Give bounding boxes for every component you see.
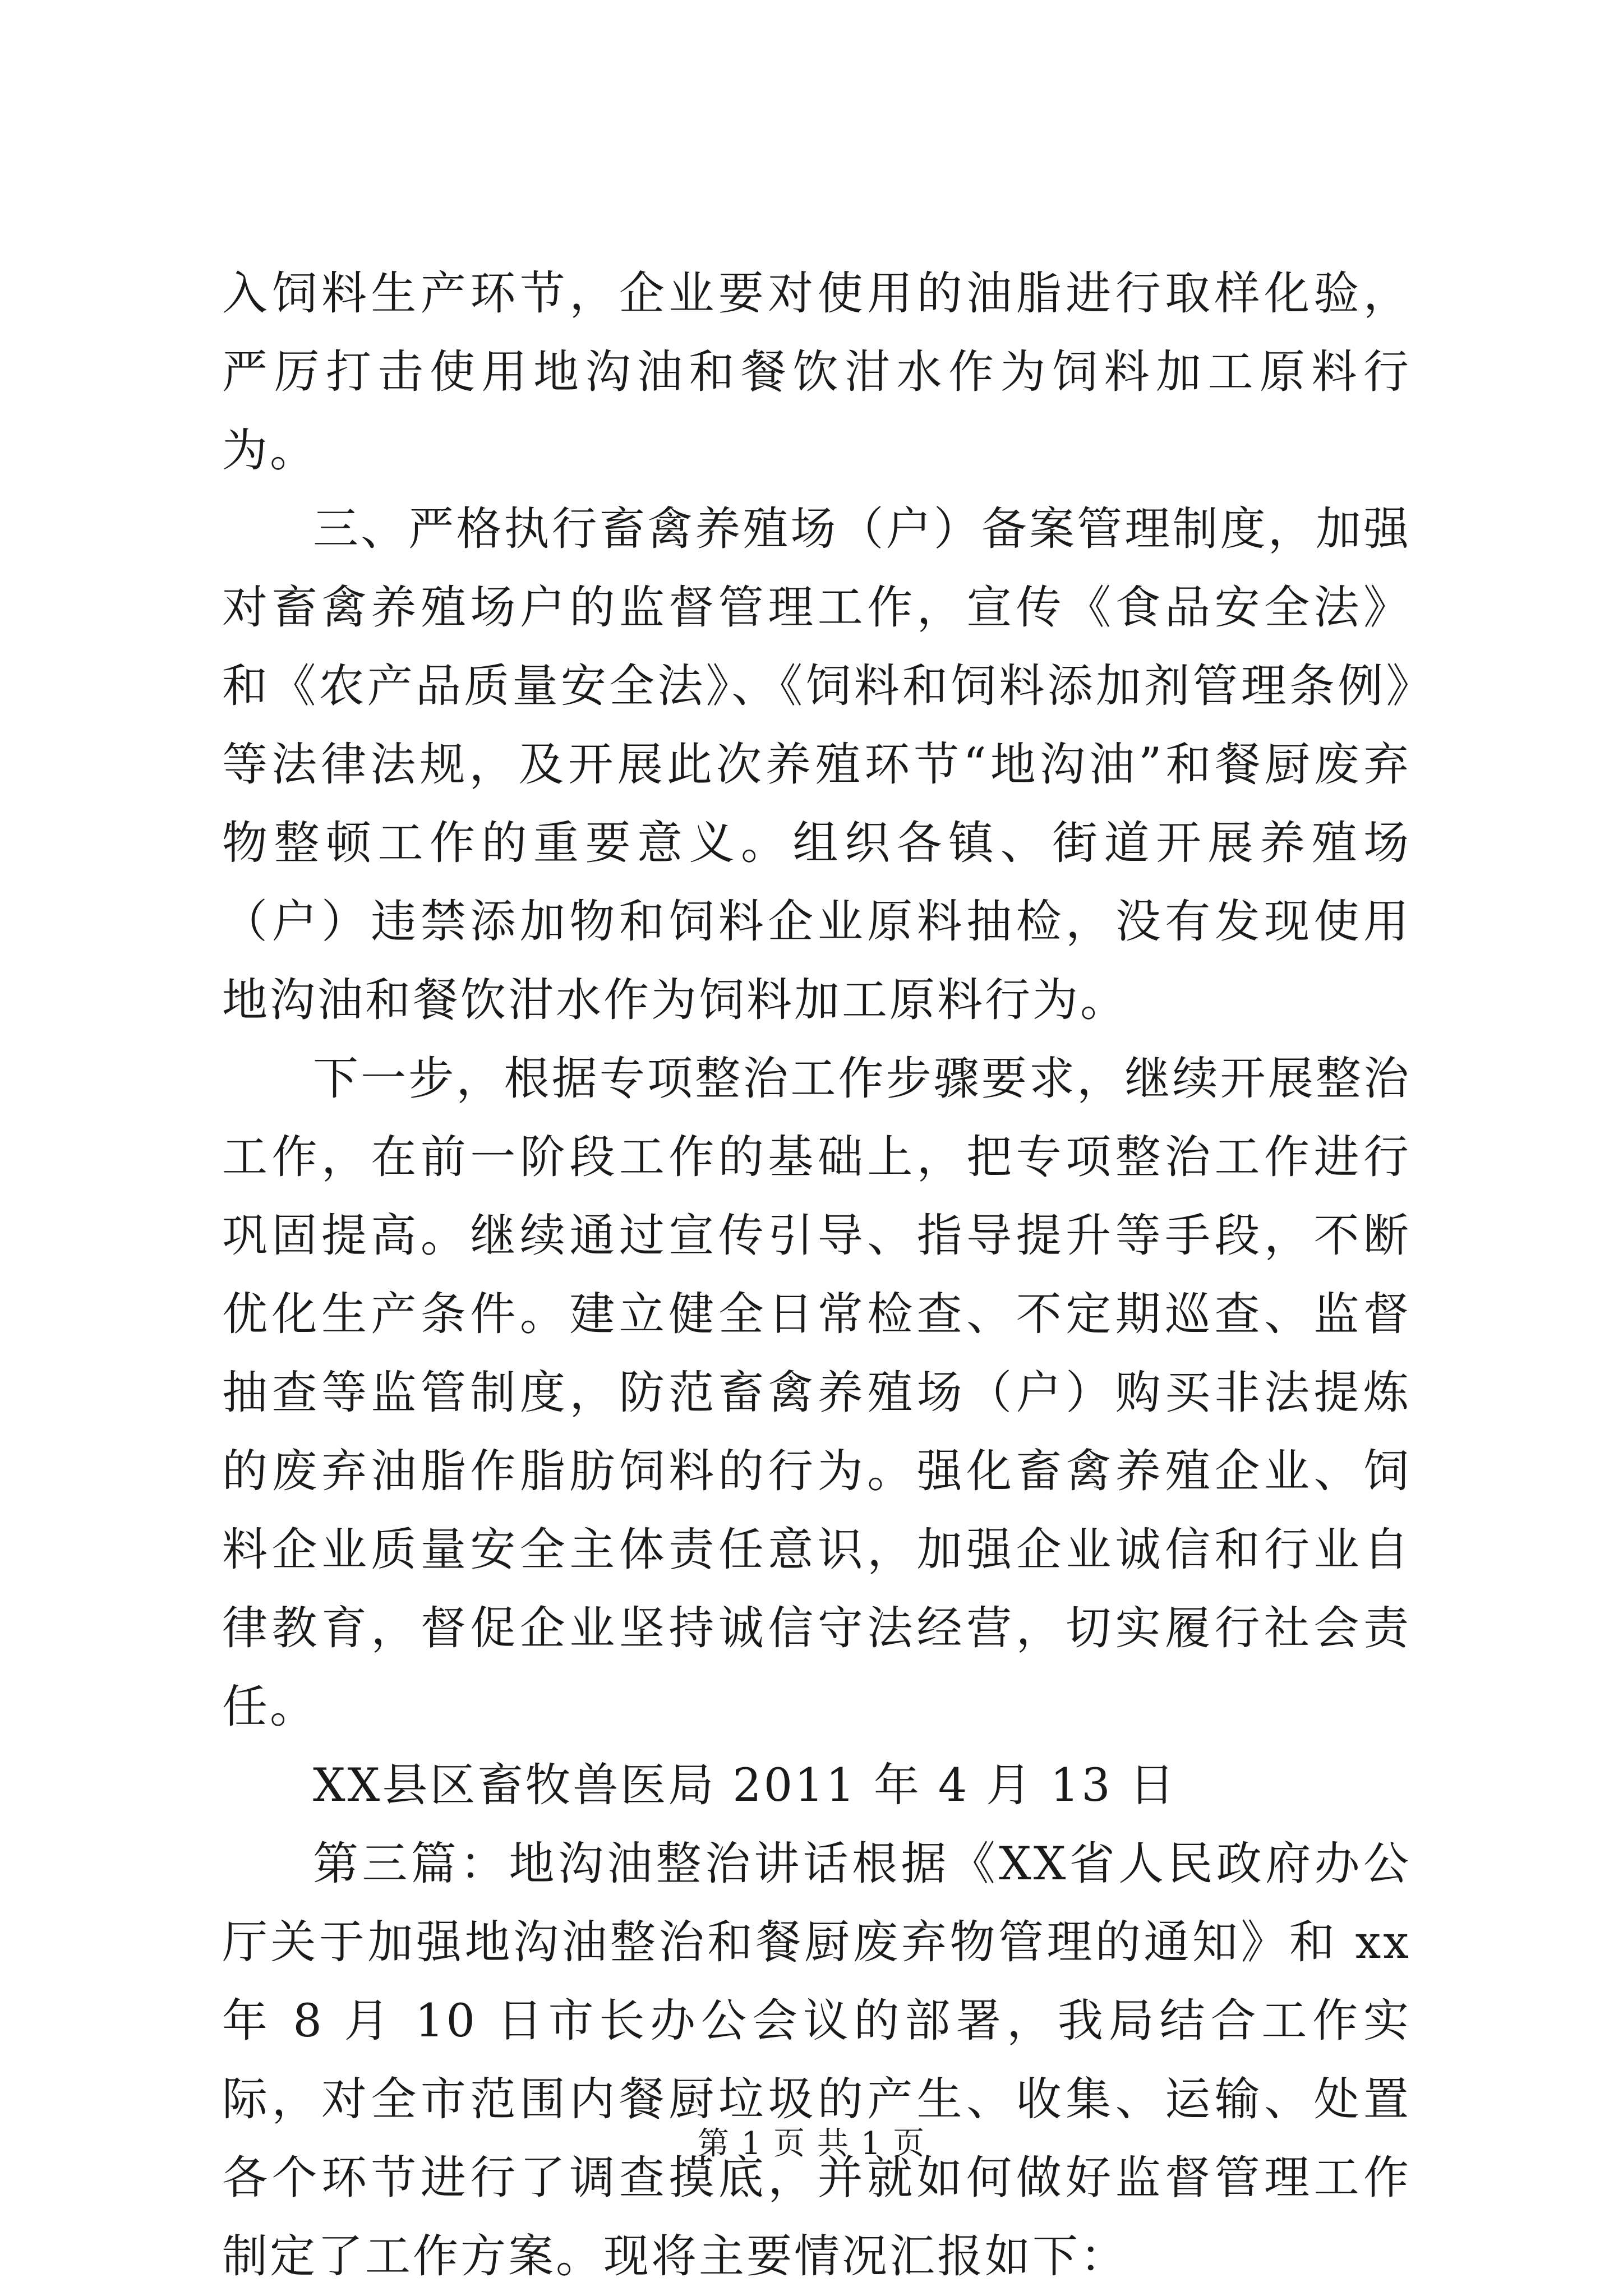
paragraph-next-steps: 下一步，根据专项整治工作步骤要求，继续开展整治工作，在前一阶段工作的基础上，把专项整治工作进行巩固提高。继续通过宣传引导、指导提升等手段，不断优化生产条件。建立健全日常检查、不定期巡查、监督抽查等监管制度，防范畜禽养殖场（户）购买非法提炼的废弃油脂作脂肪饲料的行为。强化畜禽养殖企业、饲料企业质量安全主体责任意识，加强企业诚信和行业自律教育，督促企业坚持诚信守法经营，切实履行社会责任。 xyxy=(222,1053,1411,1733)
paragraph-section-three: 三、严格执行畜禽养殖场（户）备案管理制度，加强对畜禽养殖场户的监督管理工作，宣传《食品安全法》和《农产品质量安全法》、《饲料和饲料添加剂管理条例》等法律法规，及开展此次养殖环节“地沟油”和餐厨废弃物整顿工作的重要意义。组织各镇、街道开展养殖场（户）违禁添加物和饲料企业原料抽检，没有发现使用地沟油和餐饮泔水作为饲料加工原料行为。 xyxy=(222,503,1411,1027)
paragraph-signature-date: XX县区畜牧兽医局 2011 年 4 月 13 日 xyxy=(313,1759,1177,1812)
page-footer: 第 1 页 共 1 页 xyxy=(697,2126,926,2162)
paragraph-part-three: 第三篇：地沟油整治讲话根据《XX省人民政府办公厅关于加强地沟油整治和餐厨废弃物管理的通知》和 xx 年 8 月 10 日市长办公会议的部署，我局结合工作实际，对全市范围内餐厨垃圾的产生、收集、运输、处置各个环节进行了调查摸底，并就如何做好监督管理工作制定了工作方案。现将主要情况汇报如下： xyxy=(222,1838,1411,2283)
document-body xyxy=(222,255,1411,2296)
paragraph-continuation: 入饲料生产环节，企业要对使用的油脂进行取样化验，严厉打击使用地沟油和餐饮泔水作为饲料加工原料行为。 xyxy=(222,268,1411,477)
